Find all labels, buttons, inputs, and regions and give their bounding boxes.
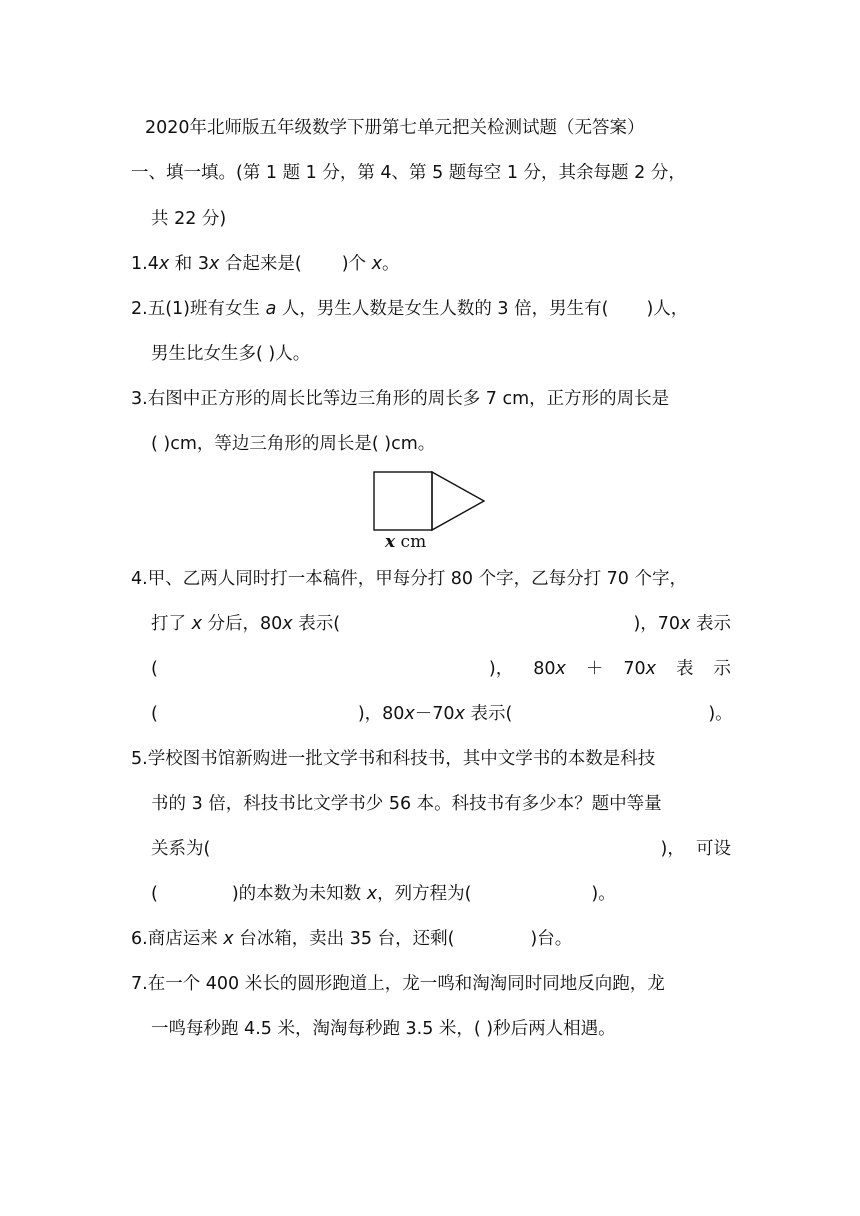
question-7-line2: 一鸣每秒跑 4.5 米，淘淘每秒跑 3.5 米，( )秒后两人相遇。 <box>151 1019 616 1039</box>
question-3-line2: ( )cm，等边三角形的周长是( )cm。 <box>151 434 436 454</box>
question-1: 1.4x 和 3x 合起来是( )个 x。 <box>131 254 400 274</box>
question-4-line3: ( )， 80x ＋ 70x 表 示 <box>151 659 731 679</box>
question-3-line1: 3.右图中正方形的周长比等边三角形的周长多 7 cm，正方形的周长是 <box>131 389 670 409</box>
question-5-line2: 书的 3 倍，科技书比文学书少 56 本。科技书有多少本？题中等量 <box>151 794 662 814</box>
question-4-line4: ( )，80x－70x 表示( )。 <box>151 704 733 724</box>
section-heading-line1: 一、填一填。(第 1 题 1 分，第 4、第 5 题每空 1 分，其余每题 2 分， <box>131 163 686 183</box>
question-2-line1: 2.五(1)班有女生 a 人，男生人数是女生人数的 3 倍，男生有( )人， <box>131 299 689 319</box>
section-heading-line2: 共 22 分) <box>151 209 227 229</box>
question-5-line3: 关系为( )， 可设 <box>151 839 731 859</box>
question-7-line1: 7.在一个 400 米长的圆形跑道上，龙一鸣和淘淘同时同地反向跑，龙 <box>131 974 665 994</box>
document-title: 2020年北师版五年级数学下册第七单元把关检测试题（无答案） <box>145 118 645 138</box>
question-2-line2: 男生比女生多( )人。 <box>151 344 311 364</box>
question-4-line2: 打了 x 分后，80x 表示( )，70x 表示 <box>151 614 731 634</box>
square-triangle-figure <box>370 468 490 534</box>
triangle-shape <box>432 472 484 530</box>
question-4-line1: 4.甲、乙两人同时打一本稿件，甲每分打 80 个字，乙每分打 70 个字， <box>131 569 687 589</box>
question-6: 6.商店运来 x 台冰箱，卖出 35 台，还剩( )台。 <box>131 929 573 949</box>
square-shape <box>374 472 432 530</box>
figure-side-label: x cm <box>385 532 427 552</box>
question-5-line4: ( )的本数为未知数 x，列方程为( )。 <box>151 884 616 904</box>
question-5-line1: 5.学校图书馆新购进一批文学书和科技书，其中文学书的本数是科技 <box>131 749 656 769</box>
